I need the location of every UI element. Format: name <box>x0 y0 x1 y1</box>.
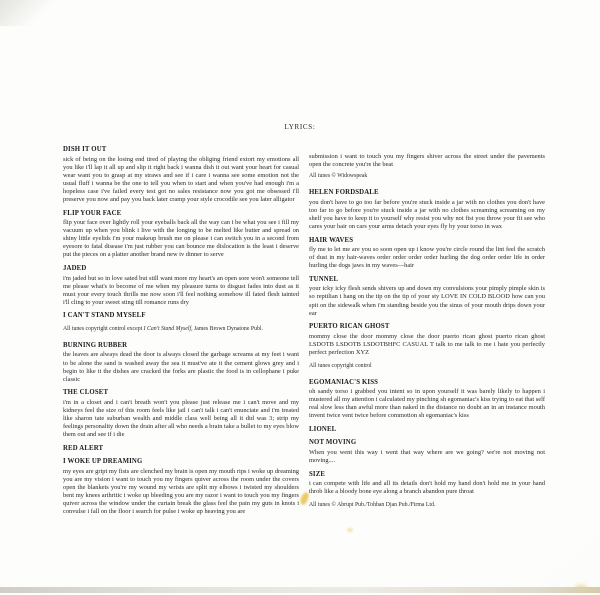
song-block-egomaniacs-kiss <box>309 379 545 421</box>
song-lyrics: the leaves are always dead the door is always closed the garbage screams at my feet i want to be alone the sand is washed away the sea it must've ate it the cement glows grey and i begin to like it the dishes are cracked the forks are plastic the food is in cellophane i puke classic <box>63 351 299 383</box>
song-lyrics: my eyes are gript my fists are clenched my brain is open my mouth rips i woke up dreaming you are my vision i want to touch you my fingers quiver across the room under the covers open the blankets you're my wound my wrists are split my elbows i twisted my shoulders bent my knees arthritic i woke up bleeding you are my razor i want to touch you my fingers quiver across the window under the curtain break the glass feel the pain my guts in knots i convulse i fall on the floor i search for pulse i woke up heaving you are <box>63 467 299 516</box>
page-title: LYRICS: <box>284 123 316 131</box>
song-block-helen-fordsdale <box>309 189 545 231</box>
yellow-stain-small <box>347 528 353 532</box>
song-title: HELEN FORDSDALE <box>309 189 379 197</box>
song-title: PUERTO RICAN GHOST <box>309 323 390 331</box>
song-block-flip-your-face <box>63 210 299 260</box>
song-block-i-woke-up-dreaming <box>63 458 299 516</box>
song-block-tunnel <box>309 276 545 318</box>
song-lyrics: you don't have to go too far before you're stuck inside a jar with no clothes you don't have too far to go before you're stuck inside a jar with no clothes screaming screaming on my shelf you have to keep it to yourself why resist you why not fist you throw your fit see who cares your hair on cars your arms detach your eyes fly by your torso in wax <box>309 198 545 230</box>
paper-corner-shade <box>0 0 70 26</box>
song-block-i-cant-stand-myself <box>63 312 299 320</box>
song-title: I CAN'T STAND MYSELF <box>63 312 146 320</box>
song-block-lionel <box>309 426 545 434</box>
song-title: RED ALERT <box>63 444 104 452</box>
song-block-hair-waves <box>309 237 545 271</box>
song-lyrics: flip your face over lightly roll your eyeballs back all the way can i be what you see i fill my vacuum up when you blink i live with the longing to be melted like butter and spread on shiny little eyelids i'm your makeup brush me on please i can switch you in a second from eyesore to fatal disease i'm just rubber you can bounce me dislocation is the least i deserve put the pieces on a platter another brand new tv dinner to serve <box>63 219 299 259</box>
song-block-the-closet <box>63 389 299 439</box>
lyrics-column-right <box>309 146 545 522</box>
song-block-burning-rubber <box>63 342 299 384</box>
song-title: DISH IT OUT <box>63 146 107 153</box>
song-lyrics: fly me to let me are you so soon open up i know you're circle round the lint feel the scratch of dust in my hair-waves order order order order hurling the dog order order life in order hurling the dogs jaws in my waves—hair <box>309 246 545 270</box>
song-block-puerto-rican-ghost <box>309 323 545 357</box>
song-lyrics: oh sandy torso i grabbed you intent so in upon yourself it was barely likely to happen i mustered all my attention i calculated my pinching sh egomaniac's kiss trying to eat that self real slow less than awful more than naked in the distance no doubt an in an instance mouth invent twice vent twice before commotion sh egomaniac's kiss <box>309 388 545 420</box>
song-lyrics: mommy close the door mommy close the door puerto rican ghost puerto rican ghost LSDOTB LSDOTB LSDOTBHFC CASUAL T talk to me talk to me i hate you perfectly perfect perfection XYZ <box>309 332 545 356</box>
song-block-jaded <box>63 265 299 307</box>
song-title: EGOMANIAC'S KISS <box>309 378 379 386</box>
credit-song-title-italic: I Can't Stand Myself <box>143 325 192 332</box>
song-title: TUNNEL <box>309 275 339 283</box>
credit-text: All tunes copyright control except <box>63 325 144 332</box>
song-title: HAIR WAVES <box>309 236 354 244</box>
lyrics-columns <box>63 146 546 522</box>
song-lyrics: i'm in a closet and i can't breath won't you please just release me i can't move and my kidneys feel the size of this room feels like jail i can't talk i can't enunciate and i'm treated like sharon tate suburban wealth and middle class well being all it did was 3; strip my feelings personality down the drain after all who needs a brain take a bullet to my eyes blow them out and see if i die <box>63 398 299 439</box>
lyrics-column-left <box>63 146 299 522</box>
credit-line-contortions <box>63 326 299 333</box>
song-lyrics: When you went this way i went that way where are we going? we're not moving not moving.... <box>309 448 545 464</box>
song-title: FLIP YOUR FACE <box>63 209 122 217</box>
credit-line-widowspeak: All tunes © Widowspeak <box>309 173 368 180</box>
song-block-not-moving <box>309 439 545 465</box>
song-title: SIZE <box>309 470 326 478</box>
sheet-bottom-edge-shadow <box>0 587 600 593</box>
song-block-red-alert <box>63 445 299 453</box>
song-title: NOT MOVING <box>309 439 357 447</box>
credit-line-dna: All tunes © Abrupt Pub./Tohban Djan Pub./Firma Ltd. <box>309 501 436 508</box>
song-lyrics: your icky icky flesh sends shivers up and down my convulsions your pimply pimple skin is so reptilian i hang on the tip on the tip of your sty LOVE IN COLD BLOOD how can you spit on the sidewalk when i'm standing beside you the sinus of your mouth drips down your ear <box>309 285 545 317</box>
song-lyrics: i can compete with life and all its details don't hold my hand don't hold me in your hand throb like a bloody bone eye along a branch abandon pure throat <box>309 480 545 496</box>
credit-line-mars: All tunes copyright control <box>309 362 372 369</box>
song-title: JADED <box>63 265 87 273</box>
credit-text: , James Brown Dynatone Publ. <box>191 325 263 332</box>
song-lyrics: i'm jaded but so in love sated but still want more my heart's an open sore won't someone tell me please what's to become of me when my pleasure turns to disgust fades into dust as it must your every touch thrills me now soon i'll feel nothing somehow ill fated flesh tainted i'll cling to your sweet sting till romance runs dry <box>63 274 299 306</box>
song-block-size <box>309 471 545 497</box>
song-lyrics: sick of being on the losing end tired of playing the obliging friend extort my emotions all you like i'll lap it all up and slip it right back i wanna dish it out want your heart for casual wear want you to grasp at my straws and see if i care i wanna see some emotion not the usual fluff i wanna be the one to tell you when to start and when you've had enough i'm a hopeless case i've failed every test got no sales resistance now you got me obsessed i'll preserve you now and pay you back later cramp your style crocodile see you later alligator <box>63 155 299 203</box>
lyrics-continuation: submission i want to touch you my fingers shiver across the street under the pavements open the concrete you're the beat <box>309 153 545 169</box>
song-title: BURNING RUBBER <box>63 341 128 349</box>
song-title: LIONEL <box>309 425 337 433</box>
song-title: I WOKE UP DREAMING <box>63 458 143 466</box>
song-block-dish-it-out <box>63 146 299 204</box>
song-title: THE CLOSET <box>63 389 109 397</box>
